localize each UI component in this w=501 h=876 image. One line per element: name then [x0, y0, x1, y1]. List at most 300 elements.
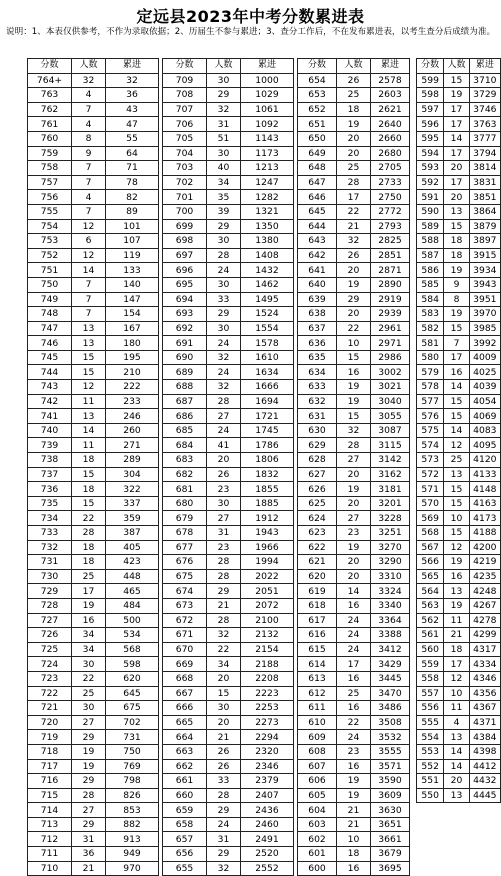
- count-cell: 17: [337, 657, 371, 672]
- table-row: [163, 365, 294, 380]
- table-row: [28, 88, 159, 103]
- cumulative-cell: 3951: [469, 292, 500, 307]
- score-cell: 615: [298, 642, 337, 657]
- table-row: [163, 861, 294, 876]
- score-cell: 683: [163, 453, 207, 468]
- count-cell: 30: [207, 234, 241, 249]
- table-row: [298, 686, 410, 701]
- cumulative-cell: 3142: [371, 453, 410, 468]
- table-row: [28, 248, 159, 263]
- table-row: [417, 540, 501, 555]
- cumulative-cell: 233: [106, 394, 159, 409]
- table-row: [298, 161, 410, 176]
- score-cell: 696: [163, 263, 207, 278]
- count-cell: 15: [444, 496, 469, 511]
- count-cell: 26: [207, 759, 241, 774]
- table-row: [298, 803, 410, 818]
- score-cell: 584: [417, 292, 444, 307]
- score-cell: 746: [28, 336, 72, 351]
- score-cell: 628: [298, 453, 337, 468]
- table-row: [28, 102, 159, 117]
- score-cell: 588: [417, 234, 444, 249]
- table-row: [28, 628, 159, 643]
- cumulative-cell: 4278: [469, 613, 500, 628]
- score-cell: 738: [28, 453, 72, 468]
- score-cell: 562: [417, 613, 444, 628]
- count-cell: 20: [337, 569, 371, 584]
- count-cell: 12: [444, 671, 469, 686]
- score-cell: 690: [163, 350, 207, 365]
- count-cell: 13: [444, 730, 469, 745]
- table-row: [417, 161, 501, 176]
- score-cell: 685: [163, 423, 207, 438]
- score-cell: 604: [298, 803, 337, 818]
- cumulative-cell: 1495: [241, 292, 294, 307]
- cumulative-cell: 3532: [371, 730, 410, 745]
- cumulative-cell: 3897: [469, 234, 500, 249]
- score-cell: 587: [417, 248, 444, 263]
- cumulative-cell: 3609: [371, 788, 410, 803]
- count-cell: 24: [337, 628, 371, 643]
- cumulative-cell: 3324: [371, 584, 410, 599]
- cumulative-cell: 36: [106, 88, 159, 103]
- score-cell: 734: [28, 511, 72, 526]
- score-cell: 762: [28, 102, 72, 117]
- table-row: [28, 613, 159, 628]
- table-row: [163, 730, 294, 745]
- score-cell: 634: [298, 365, 337, 380]
- table-row: [417, 555, 501, 570]
- score-cell: 747: [28, 321, 72, 336]
- score-cell: 653: [298, 88, 337, 103]
- score-cell: 679: [163, 511, 207, 526]
- table-row: [417, 715, 501, 730]
- score-cell: 682: [163, 467, 207, 482]
- table-row: [298, 598, 410, 613]
- cumulative-cell: 2772: [371, 204, 410, 219]
- table-row: [28, 365, 159, 380]
- cumulative-cell: 3002: [371, 365, 410, 380]
- cumulative-cell: 882: [106, 817, 159, 832]
- count-cell: 20: [444, 190, 469, 205]
- cumulative-cell: 3228: [371, 511, 410, 526]
- table-row: [163, 657, 294, 672]
- count-cell: 17: [444, 102, 469, 117]
- count-cell: 19: [444, 307, 469, 322]
- cumulative-cell: 1786: [241, 438, 294, 453]
- table-row: [417, 219, 501, 234]
- count-cell: 19: [337, 540, 371, 555]
- table-row: [298, 131, 410, 146]
- cumulative-cell: 71: [106, 161, 159, 176]
- cumulative-cell: 4412: [469, 759, 500, 774]
- score-cell: 677: [163, 540, 207, 555]
- score-cell: 596: [417, 117, 444, 132]
- count-cell: 12: [444, 438, 469, 453]
- count-cell: 17: [444, 146, 469, 161]
- count-cell: 19: [444, 598, 469, 613]
- cumulative-cell: 2520: [241, 847, 294, 862]
- table-row: [417, 102, 501, 117]
- table-row: [298, 336, 410, 351]
- count-cell: 35: [207, 190, 241, 205]
- score-table-column-2: [162, 58, 294, 876]
- cumulative-cell: 3364: [371, 613, 410, 628]
- score-cell: 582: [417, 321, 444, 336]
- table-row: [417, 613, 501, 628]
- score-cell: 691: [163, 336, 207, 351]
- table-row: [28, 817, 159, 832]
- count-cell: 15: [207, 686, 241, 701]
- score-cell: 680: [163, 496, 207, 511]
- table-row: [163, 701, 294, 716]
- cumulative-cell: 4432: [469, 774, 500, 789]
- table-row: [298, 555, 410, 570]
- count-cell: 17: [444, 350, 469, 365]
- table-row: [298, 73, 410, 88]
- cumulative-cell: 3831: [469, 175, 500, 190]
- score-cell: 625: [298, 496, 337, 511]
- score-cell: 744: [28, 365, 72, 380]
- count-cell: 27: [207, 511, 241, 526]
- count-cell: 20: [337, 263, 371, 278]
- score-cell: 759: [28, 146, 72, 161]
- column-header: 累进: [241, 59, 294, 74]
- score-cell: 585: [417, 277, 444, 292]
- cumulative-cell: 55: [106, 131, 159, 146]
- score-cell: 666: [163, 701, 207, 716]
- score-cell: 630: [298, 423, 337, 438]
- table-row: [163, 234, 294, 249]
- cumulative-cell: 3486: [371, 701, 410, 716]
- cumulative-cell: 2407: [241, 788, 294, 803]
- count-cell: 19: [337, 788, 371, 803]
- score-cell: 591: [417, 190, 444, 205]
- score-cell: 640: [298, 277, 337, 292]
- count-cell: 24: [207, 263, 241, 278]
- score-cell: 674: [163, 584, 207, 599]
- score-cell: 714: [28, 803, 72, 818]
- count-cell: 20: [337, 146, 371, 161]
- cumulative-cell: 3270: [371, 540, 410, 555]
- cumulative-cell: 64: [106, 146, 159, 161]
- table-row: [28, 774, 159, 789]
- score-cell: 708: [163, 88, 207, 103]
- count-cell: 51: [207, 131, 241, 146]
- cumulative-cell: 1745: [241, 423, 294, 438]
- table-row: [163, 686, 294, 701]
- table-row: [28, 730, 159, 745]
- cumulative-cell: 1282: [241, 190, 294, 205]
- cumulative-cell: 2705: [371, 161, 410, 176]
- score-cell: 662: [163, 759, 207, 774]
- cumulative-cell: 2890: [371, 277, 410, 292]
- count-cell: 17: [444, 657, 469, 672]
- score-cell: 561: [417, 628, 444, 643]
- cumulative-cell: 3879: [469, 219, 500, 234]
- count-cell: 13: [444, 788, 469, 803]
- count-cell: 18: [444, 234, 469, 249]
- cumulative-cell: 675: [106, 701, 159, 716]
- table-row: [417, 234, 501, 249]
- table-row: [298, 628, 410, 643]
- score-cell: 633: [298, 380, 337, 395]
- count-cell: 15: [72, 350, 106, 365]
- count-cell: 24: [207, 423, 241, 438]
- count-cell: 15: [444, 321, 469, 336]
- count-cell: 19: [72, 598, 106, 613]
- count-cell: 10: [337, 832, 371, 847]
- cumulative-cell: 4346: [469, 671, 500, 686]
- count-cell: 12: [444, 540, 469, 555]
- cumulative-cell: 4398: [469, 744, 500, 759]
- count-cell: 30: [207, 496, 241, 511]
- header-row: [163, 59, 294, 74]
- count-cell: 34: [72, 642, 106, 657]
- count-cell: 7: [72, 277, 106, 292]
- score-cell: 569: [417, 511, 444, 526]
- count-cell: 39: [207, 204, 241, 219]
- cumulative-cell: 3794: [469, 146, 500, 161]
- table-row: [298, 146, 410, 161]
- cumulative-cell: 4235: [469, 569, 500, 584]
- table-row: [298, 730, 410, 745]
- table-row: [163, 511, 294, 526]
- count-cell: 18: [337, 102, 371, 117]
- score-cell: 657: [163, 832, 207, 847]
- cumulative-cell: 119: [106, 248, 159, 263]
- score-cell: 719: [28, 730, 72, 745]
- table-row: [28, 161, 159, 176]
- score-cell: 753: [28, 234, 72, 249]
- cumulative-cell: 913: [106, 832, 159, 847]
- table-row: [28, 263, 159, 278]
- count-cell: 7: [72, 292, 106, 307]
- cumulative-cell: 101: [106, 219, 159, 234]
- cumulative-cell: 1061: [241, 102, 294, 117]
- score-cell: 703: [163, 161, 207, 176]
- count-cell: 17: [444, 175, 469, 190]
- table-row: [417, 336, 501, 351]
- table-row: [28, 701, 159, 716]
- cumulative-cell: 3310: [371, 569, 410, 584]
- table-row: [163, 131, 294, 146]
- count-cell: 22: [72, 671, 106, 686]
- count-cell: 19: [444, 263, 469, 278]
- cumulative-cell: 2552: [241, 861, 294, 876]
- cumulative-cell: 769: [106, 759, 159, 774]
- cumulative-cell: 2188: [241, 657, 294, 672]
- count-cell: 34: [207, 175, 241, 190]
- count-cell: 19: [337, 117, 371, 132]
- table-row: [417, 628, 501, 643]
- count-cell: 15: [444, 482, 469, 497]
- score-cell: 689: [163, 365, 207, 380]
- table-row: [417, 642, 501, 657]
- count-cell: 4: [72, 190, 106, 205]
- column-header: 累进: [469, 59, 500, 74]
- table-row: [298, 248, 410, 263]
- count-cell: 13: [444, 467, 469, 482]
- cumulative-cell: 4133: [469, 467, 500, 482]
- cumulative-cell: 2971: [371, 336, 410, 351]
- cumulative-cell: 3251: [371, 526, 410, 541]
- cumulative-cell: 2100: [241, 613, 294, 628]
- score-cell: 641: [298, 263, 337, 278]
- count-cell: 19: [72, 759, 106, 774]
- score-cell: 609: [298, 730, 337, 745]
- score-cell: 600: [298, 861, 337, 876]
- table-row: [28, 496, 159, 511]
- count-cell: 10: [337, 336, 371, 351]
- count-cell: 28: [207, 788, 241, 803]
- cumulative-cell: 1173: [241, 146, 294, 161]
- table-row: [163, 788, 294, 803]
- table-row: [163, 453, 294, 468]
- score-cell: 580: [417, 350, 444, 365]
- cumulative-cell: 620: [106, 671, 159, 686]
- count-cell: 29: [207, 584, 241, 599]
- cumulative-cell: 1462: [241, 277, 294, 292]
- score-cell: 552: [417, 759, 444, 774]
- score-cell: 590: [417, 204, 444, 219]
- table-row: [417, 409, 501, 424]
- cumulative-cell: 3555: [371, 744, 410, 759]
- count-cell: 25: [444, 453, 469, 468]
- cumulative-cell: 568: [106, 642, 159, 657]
- count-cell: 30: [207, 73, 241, 88]
- column-header: 分数: [28, 59, 72, 74]
- score-cell: 669: [163, 657, 207, 672]
- score-cell: 648: [298, 161, 337, 176]
- table-row: [163, 598, 294, 613]
- table-row: [298, 438, 410, 453]
- count-cell: 15: [72, 365, 106, 380]
- column-header: 人数: [207, 59, 241, 74]
- count-cell: 28: [337, 438, 371, 453]
- score-cell: 632: [298, 394, 337, 409]
- count-cell: 36: [72, 847, 106, 862]
- cumulative-cell: 4163: [469, 496, 500, 511]
- score-cell: 554: [417, 730, 444, 745]
- cumulative-cell: 949: [106, 847, 159, 862]
- count-cell: 30: [207, 321, 241, 336]
- score-cell: 688: [163, 380, 207, 395]
- score-cell: 754: [28, 219, 72, 234]
- score-cell: 578: [417, 380, 444, 395]
- count-cell: 15: [337, 350, 371, 365]
- score-cell: 568: [417, 526, 444, 541]
- count-cell: 28: [207, 394, 241, 409]
- table-row: [417, 438, 501, 453]
- table-row: [417, 394, 501, 409]
- cumulative-cell: 2208: [241, 671, 294, 686]
- score-cell: 712: [28, 832, 72, 847]
- count-cell: 21: [337, 219, 371, 234]
- cumulative-cell: 3970: [469, 307, 500, 322]
- table-row: [298, 759, 410, 774]
- table-row: [298, 832, 410, 847]
- score-cell: 697: [163, 248, 207, 263]
- count-cell: 7: [72, 175, 106, 190]
- cumulative-cell: 289: [106, 453, 159, 468]
- score-cell: 750: [28, 277, 72, 292]
- score-cell: 704: [163, 146, 207, 161]
- table-row: [298, 350, 410, 365]
- table-row: [163, 584, 294, 599]
- count-cell: 31: [207, 526, 241, 541]
- score-cell: 722: [28, 686, 72, 701]
- score-cell: 665: [163, 715, 207, 730]
- score-cell: 638: [298, 307, 337, 322]
- cumulative-cell: 2621: [371, 102, 410, 117]
- table-row: [417, 365, 501, 380]
- table-row: [163, 380, 294, 395]
- table-row: [298, 234, 410, 249]
- count-cell: 17: [72, 584, 106, 599]
- table-row: [417, 774, 501, 789]
- cumulative-cell: 3851: [469, 190, 500, 205]
- cumulative-cell: 32: [106, 73, 159, 88]
- cumulative-cell: 3679: [371, 847, 410, 862]
- cumulative-cell: 4384: [469, 730, 500, 745]
- count-cell: 16: [444, 569, 469, 584]
- cumulative-cell: 4054: [469, 394, 500, 409]
- table-row: [28, 584, 159, 599]
- count-cell: 32: [207, 102, 241, 117]
- count-cell: 20: [444, 774, 469, 789]
- count-cell: 29: [207, 803, 241, 818]
- count-cell: 18: [444, 248, 469, 263]
- table-row: [163, 190, 294, 205]
- table-row: [28, 307, 159, 322]
- table-row: [298, 671, 410, 686]
- score-cell: 594: [417, 146, 444, 161]
- cumulative-cell: 3470: [371, 686, 410, 701]
- table-row: [28, 657, 159, 672]
- score-cell: 570: [417, 496, 444, 511]
- score-cell: 566: [417, 555, 444, 570]
- cumulative-cell: 1321: [241, 204, 294, 219]
- count-cell: 24: [337, 730, 371, 745]
- score-cell: 616: [298, 628, 337, 643]
- count-cell: 20: [337, 467, 371, 482]
- count-cell: 23: [337, 526, 371, 541]
- count-cell: 14: [444, 423, 469, 438]
- score-cell: 745: [28, 350, 72, 365]
- score-cell: 728: [28, 598, 72, 613]
- cumulative-cell: 3201: [371, 496, 410, 511]
- table-row: [28, 380, 159, 395]
- table-row: [417, 263, 501, 278]
- count-cell: 19: [337, 394, 371, 409]
- cumulative-cell: 2750: [371, 190, 410, 205]
- score-cell: 644: [298, 219, 337, 234]
- table-row: [298, 307, 410, 322]
- cumulative-cell: 89: [106, 204, 159, 219]
- count-cell: 8: [72, 131, 106, 146]
- cumulative-cell: 2294: [241, 730, 294, 745]
- count-cell: 22: [337, 715, 371, 730]
- table-row: [28, 321, 159, 336]
- table-row: [417, 744, 501, 759]
- count-cell: 30: [207, 146, 241, 161]
- cumulative-cell: 3340: [371, 598, 410, 613]
- table-row: [417, 117, 501, 132]
- table-row: [298, 540, 410, 555]
- cumulative-cell: 337: [106, 496, 159, 511]
- count-cell: 10: [444, 686, 469, 701]
